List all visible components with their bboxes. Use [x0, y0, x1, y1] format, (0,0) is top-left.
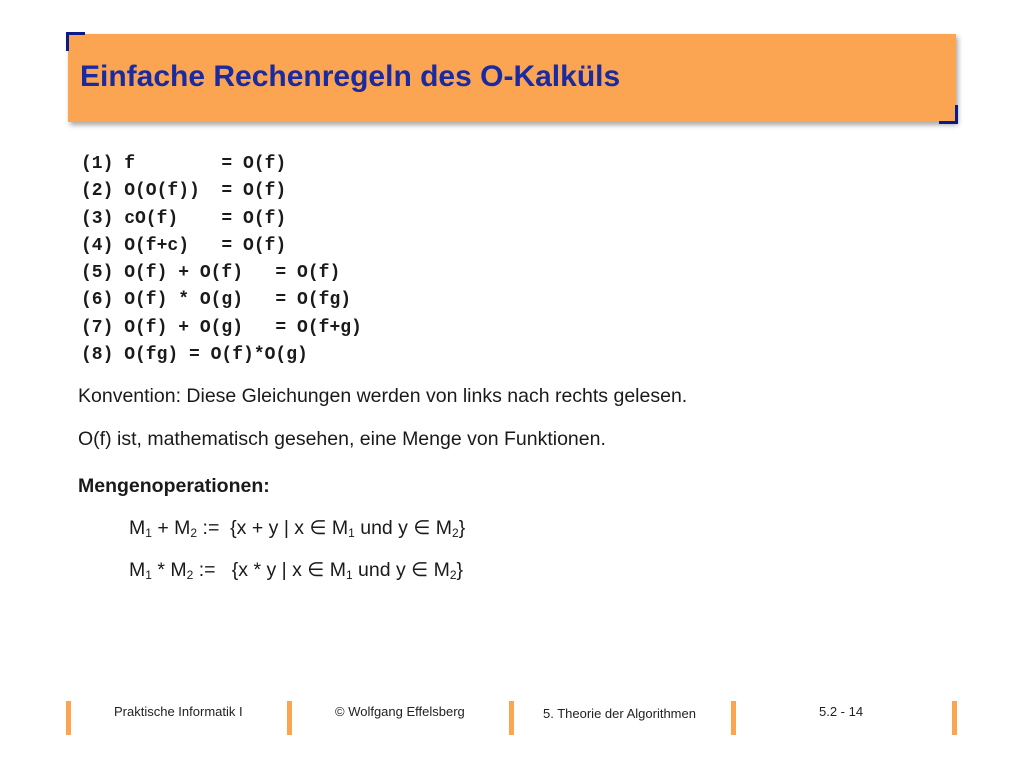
rule-list [81, 151, 362, 369]
rule-3: (3) cO(f) = O(f) [81, 208, 287, 229]
rule-1: (1) f = O(f) [81, 154, 287, 174]
assign-operator: := [197, 517, 231, 539]
set-b-sub: 2 [190, 526, 198, 540]
set-body-part: und y ∈ M [352, 559, 450, 581]
rule-5: (5) O(f) + O(f) = O(f) [81, 263, 341, 284]
footer-divider [952, 701, 957, 735]
set-body-sub: 1 [345, 568, 353, 582]
set-b-sub: 2 [186, 568, 194, 582]
set-body-part: {x * y | x ∈ M [231, 559, 346, 581]
set-op-sum [129, 516, 465, 540]
set-a-letter: M [129, 559, 146, 581]
set-a-letter: M [129, 517, 146, 539]
operator: + [151, 517, 175, 539]
set-body-close: } [456, 559, 464, 581]
corner-bracket-top-left [66, 32, 85, 51]
set-body-sub: 2 [452, 526, 459, 540]
definition-text: O(f) ist, mathematisch gesehen, eine Menge von Funktionen. [78, 428, 606, 450]
footer-course: Praktische Informatik I [114, 704, 243, 719]
slide-title: Einfache Rechenregeln des O-Kalküls [80, 60, 621, 93]
set-a-sub: 1 [145, 526, 152, 540]
set-body-sub: 2 [449, 568, 457, 582]
rule-2: (2) O(O(f)) = O(f) [81, 181, 287, 202]
set-ops-heading: Mengenoperationen: [78, 475, 270, 497]
slide-footer [0, 695, 1024, 740]
footer-divider [731, 701, 736, 735]
set-body-part: {x + y | x ∈ M [230, 517, 349, 539]
footer-divider [287, 701, 292, 735]
rule-8: (8) O(fg) = O(f)*O(g) [81, 345, 308, 366]
set-body-part: und y ∈ M [354, 517, 452, 539]
rule-4: (4) O(f+c) = O(f) [81, 235, 287, 256]
footer-author: © Wolfgang Effelsberg [335, 704, 465, 719]
footer-divider [66, 701, 71, 735]
rule-7: (7) O(f) + O(g) = O(f+g) [81, 317, 362, 338]
footer-chapter: 5. Theorie der Algorithmen [543, 706, 696, 721]
footer-page-number: 5.2 - 14 [819, 704, 864, 719]
set-b-letter: M [174, 517, 191, 539]
set-b-letter: M [170, 559, 187, 581]
footer-divider [509, 701, 514, 735]
set-a-sub: 1 [145, 568, 152, 582]
operator: * [151, 559, 171, 581]
set-body-close: } [458, 517, 466, 539]
convention-text: Konvention: Diese Gleichungen werden von links nach rechts gelesen. [78, 385, 688, 407]
set-op-product [129, 558, 463, 582]
set-body-sub: 1 [348, 526, 355, 540]
assign-operator: := [193, 559, 232, 581]
corner-bracket-bottom-right [939, 105, 958, 124]
rule-6: (6) O(f) * O(g) = O(fg) [81, 290, 352, 311]
title-bar [68, 34, 956, 122]
